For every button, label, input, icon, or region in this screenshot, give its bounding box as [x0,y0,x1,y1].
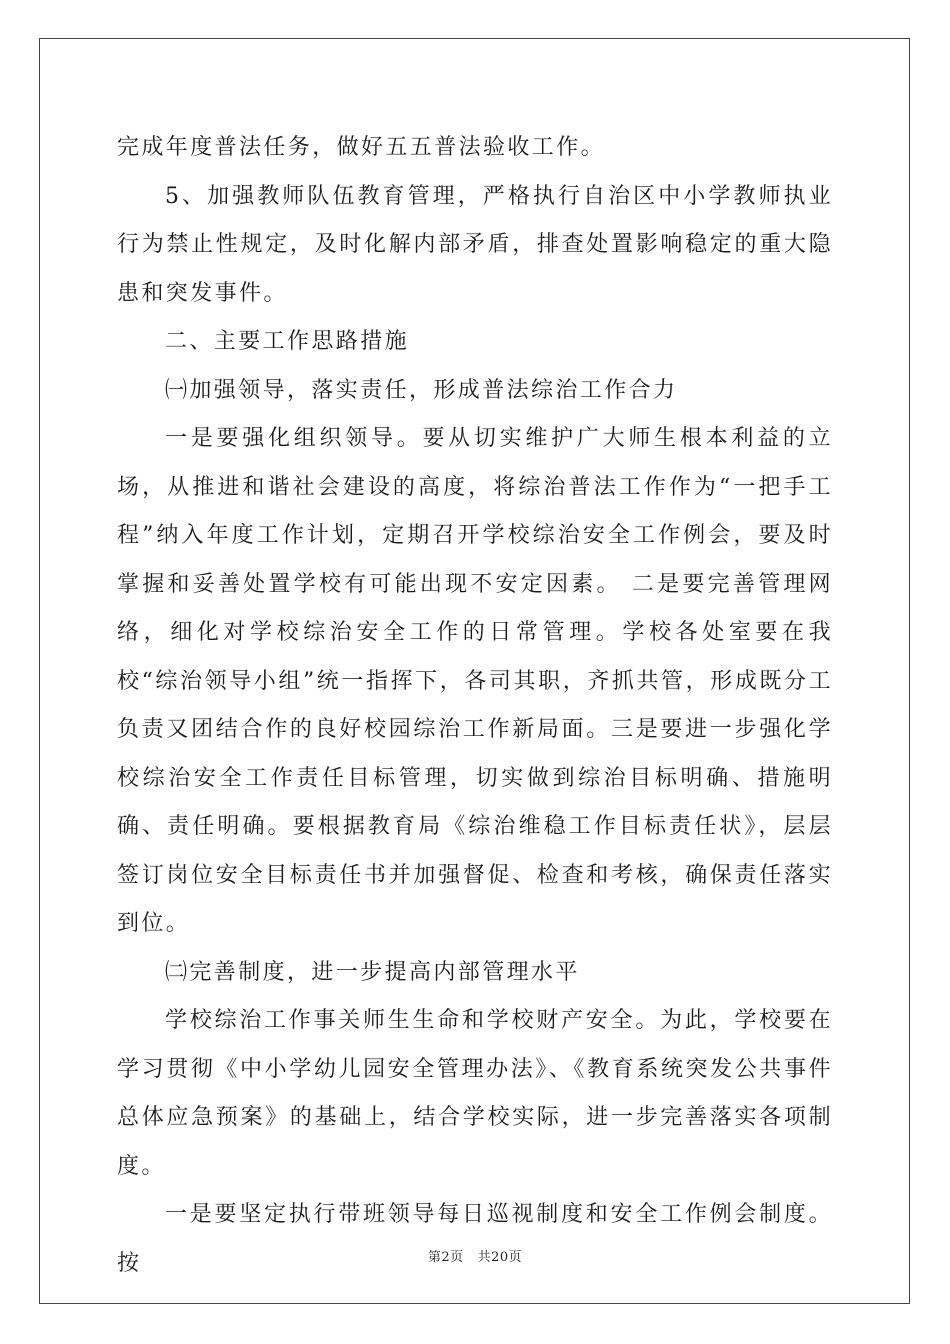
paragraph-5: 一是要坚定执行带班领导每日巡视制度和安全工作例会制度。按 [117,1202,833,1276]
document-body [117,124,833,1288]
section-heading-main-measures: 二、主要工作思路措施 [165,329,410,354]
paragraph-4: 学校综治工作事关师生生命和学校财产安全。为此，学校要在学习贯彻《中小学幼儿园安全管理办法》、《教育系统突发公共事件总体应急预案》的基础上，结合学校实际，进一步完善落实各项制度。 [117,1008,833,1179]
paragraph-2: 5、加强教师队伍教育管理，严格执行自治区中小学教师执业行为禁止性规定，及时化解内部矛盾，排查处置影响稳定的重大隐患和突发事件。 [117,183,833,306]
page-number: 第2页 [427,1250,464,1265]
paragraph-3: 一是要强化组织领导。要从切实维护广大师生根本利益的立场，从推进和谐社会建设的高度，将综治普法工作作为“一把手工程”纳入年度工作计划，定期召开学校综治安全工作例会，要及时掌握和妥善处置学校有可能出现不安定因素。 二是要完善管理网络，细化对学校综治安全工作的日常管理。学校各处室要在我校“综治领导小组”统一指挥下，各司其职，齐抓共管，形成既分工负责又团结合作的良好校园综治工作新局面。三是要进一步强化学校综治安全工作责任目标管理，切实做到综治目标明确、措施明确、责任明确。要根据教育局《综治维稳工作目标责任状》，层层签订岗位安全目标责任书并加强督促、检查和考核，确保责任落实到位。 [117,426,833,936]
page-footer [0,1246,950,1265]
subheading-2: ㈡完善制度，进一步提高内部管理水平 [165,959,580,985]
page-total: 共20页 [477,1250,523,1265]
paragraph-1: 完成年度普法任务，做好五五普法验收工作。 [117,135,606,160]
subheading-1: ㈠加强领导，落实责任，形成普法综治工作合力 [165,377,678,403]
